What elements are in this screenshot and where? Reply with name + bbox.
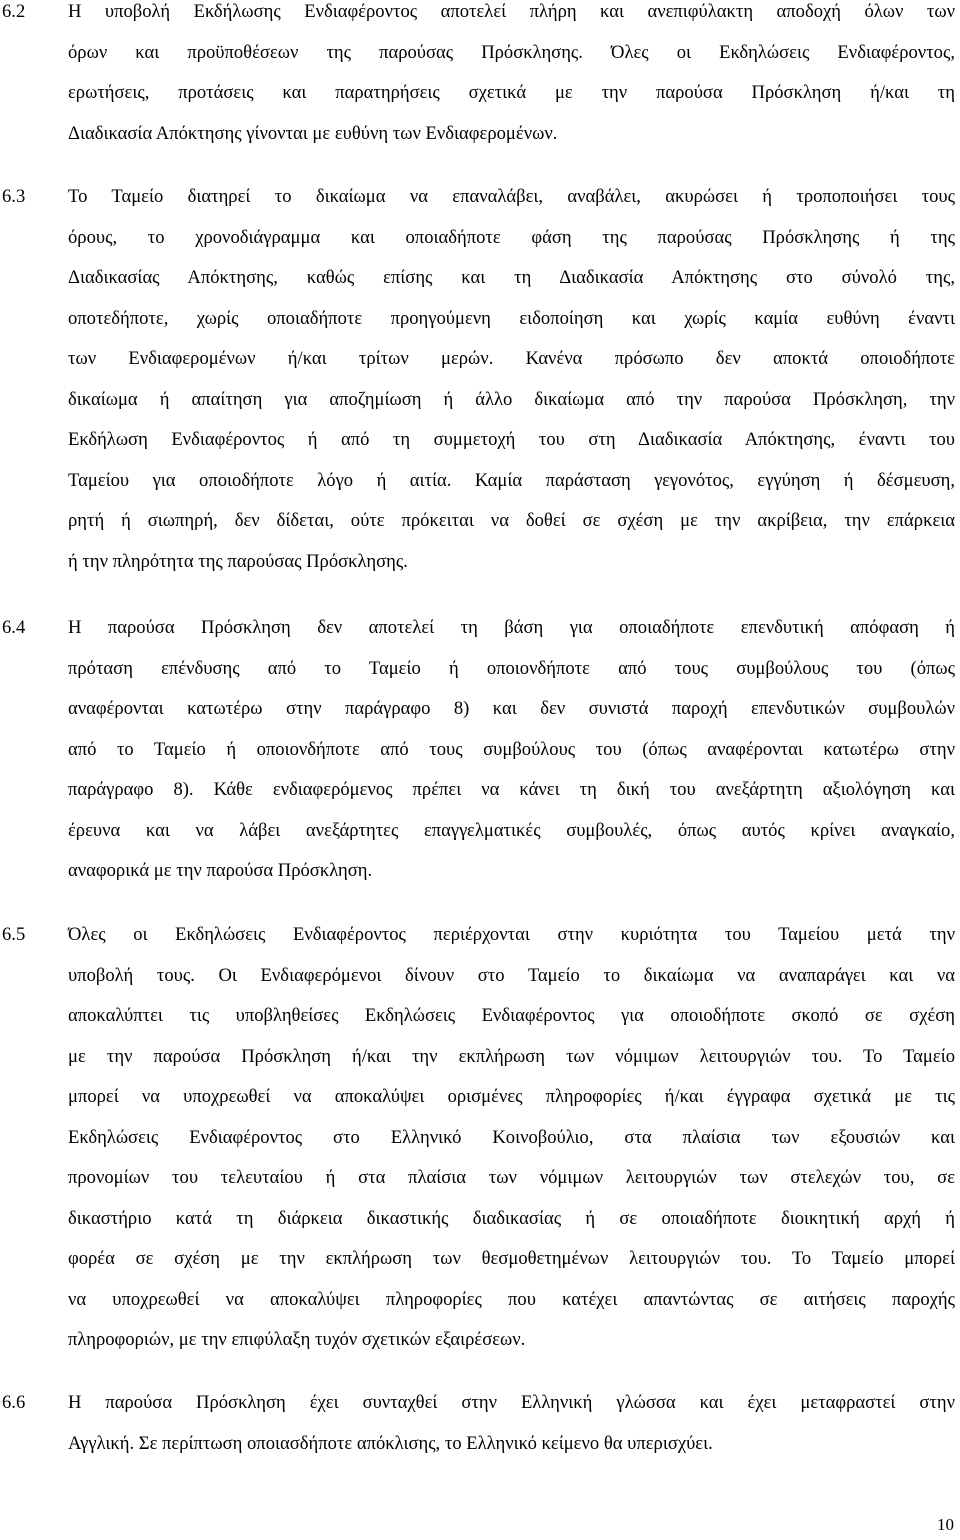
text-line: αποκαλύπτει τις υποβληθείσες Εκδηλώσεις Ενδιαφέροντος για οποιοδήποτε σκοπό σε σχέση	[68, 1005, 955, 1026]
text-line: όρους, το χρονοδιάγραμμα και οποιαδήποτε φάση της παρούσας Πρόσκλησης ή της	[68, 226, 955, 248]
text-line: Εκδήλωση Ενδιαφέροντος ή από τη συμμετοχή του στη Διαδικασία Απόκτησης, έναντι του	[68, 429, 955, 450]
text-line: πρόταση επένδυσης από το Ταμείο ή οποιονδήποτε από τους συμβούλους του (όπως	[68, 657, 955, 679]
text-line: μπορεί να υποχρεωθεί να αποκαλύψει ορισμένες πληροφορίες ή/και έγγραφα σχετικά με τις	[68, 1086, 955, 1107]
clause-number: 6.5	[2, 924, 26, 945]
text-line: Η υποβολή Εκδήλωσης Ενδιαφέροντος αποτελεί πλήρη και ανεπιφύλακτη αποδοχή όλων των	[68, 1, 955, 22]
text-line: Όλες οι Εκδηλώσεις Ενδιαφέροντος περιέρχονται στην κυριότητα του Ταμείου μετά την	[68, 924, 955, 945]
clause-text	[68, 608, 955, 892]
text-line: έρευνα και να λάβει ανεξάρτητες επαγγελματικές συμβουλές, όπως αυτός κρίνει αναγκαίο,	[68, 819, 955, 841]
text-line: φορέα σε σχέση με την εκπλήρωση των θεσμοθετημένων λειτουργιών του. Το Ταμείο μπορεί	[68, 1248, 955, 1269]
text-line: όρων και προϋποθέσεων της παρούσας Πρόσκλησης. Όλες οι Εκδηλώσεις Ενδιαφέροντος,	[68, 41, 955, 63]
clause-text	[68, 1383, 955, 1464]
text-line: αναφέρονται κατωτέρω στην παράγραφο 8) και δεν συνιστά παροχή επενδυτικών συμβουλών	[68, 698, 955, 719]
text-line: Αγγλική. Σε περίπτωση οποιασδήποτε απόκλισης, το Ελληνικό κείμενο θα υπερισχύει.	[68, 1432, 713, 1454]
text-line: Η παρούσα Πρόσκληση έχει συνταχθεί στην Ελληνική γλώσσα και έχει μεταφραστεί στην	[68, 1392, 955, 1413]
text-line: πληροφοριών, με την επιφύλαξη τυχόν σχετικών εξαιρέσεων.	[68, 1329, 526, 1350]
text-line: ή την πληρότητα της παρούσας Πρόσκλησης.	[68, 550, 408, 572]
text-line: οποτεδήποτε, χωρίς οποιαδήποτε προηγούμενη ειδοποίηση και χωρίς καμία ευθύνη έναντι	[68, 307, 955, 329]
page-number: 10	[937, 1515, 954, 1534]
clause-number: 6.6	[2, 1392, 26, 1413]
text-line: ρητή ή σιωπηρή, δεν δίδεται, ούτε πρόκειται να δοθεί σε σχέση με την ακρίβεια, την επάρκεια	[68, 510, 955, 531]
text-line: Εκδηλώσεις Ενδιαφέροντος στο Ελληνικό Κοινοβούλιο, στα πλαίσια των εξουσιών και	[68, 1126, 955, 1148]
text-line: Η παρούσα Πρόσκληση δεν αποτελεί τη βάση για οποιαδήποτε επενδυτική απόφαση ή	[68, 617, 955, 638]
text-line: προνομίων του τελευταίου ή στα πλαίσια των νόμιμων λειτουργιών των στελεχών του, σε	[68, 1167, 955, 1188]
clause-text	[68, 177, 955, 582]
clause-number: 6.3	[2, 186, 26, 207]
text-line: Το Ταμείο διατηρεί το δικαίωμα να επαναλάβει, αναβάλει, ακυρώσει ή τροποποιήσει τους	[68, 186, 955, 207]
text-line: των Ενδιαφερομένων ή/και τρίτων μερών. Κανένα πρόσωπο δεν αποκτά οποιοδήποτε	[68, 348, 955, 369]
text-line: Διαδικασίας Απόκτησης, καθώς επίσης και τη Διαδικασία Απόκτησης στο σύνολό της,	[68, 267, 955, 288]
text-line: δικαίωμα ή απαίτηση για αποζημίωση ή άλλο δικαίωμα από την παρούσα Πρόσκληση, την	[68, 388, 955, 410]
text-line: να υποχρεωθεί να αποκαλύψει πληροφορίες που κατέχει απαντώντας σε αιτήσεις παροχής	[68, 1288, 955, 1310]
text-line: Ταμείου για οποιοδήποτε λόγο ή αιτία. Καμία παράσταση γεγονότος, εγγύηση ή δέσμευση,	[68, 469, 955, 491]
text-line: αναφορικά με την παρούσα Πρόσκληση.	[68, 860, 373, 881]
clause-number: 6.4	[2, 617, 26, 638]
text-line: Διαδικασία Απόκτησης γίνονται με ευθύνη των Ενδιαφερομένων.	[68, 122, 558, 144]
text-line: υποβολή τους. Οι Ενδιαφερόμενοι δίνουν στο Ταμείο το δικαίωμα να αναπαράγει και να	[68, 964, 955, 986]
clause-text	[68, 0, 955, 154]
text-line: με την παρούσα Πρόσκληση ή/και την εκπλήρωση των νόμιμων λειτουργιών του. Το Ταμείο	[68, 1045, 955, 1067]
clause-number: 6.2	[2, 1, 26, 22]
text-line: από το Ταμείο ή οποιονδήποτε από τους συμβούλους του (όπως αναφέρονται κατωτέρω στην	[68, 738, 955, 760]
text-line: ερωτήσεις, προτάσεις και παρατηρήσεις σχετικά με την παρούσα Πρόσκληση ή/και τη	[68, 82, 955, 103]
text-line: παράγραφο 8). Κάθε ενδιαφερόμενος πρέπει να κάνει τη δική του ανεξάρτητη αξιολόγηση και	[68, 779, 955, 800]
clause-text	[68, 915, 955, 1361]
text-line: δικαστήριο κατά τη διάρκεια δικαστικής διαδικασίας ή σε οποιαδήποτε διοικητική αρχή ή	[68, 1207, 955, 1229]
